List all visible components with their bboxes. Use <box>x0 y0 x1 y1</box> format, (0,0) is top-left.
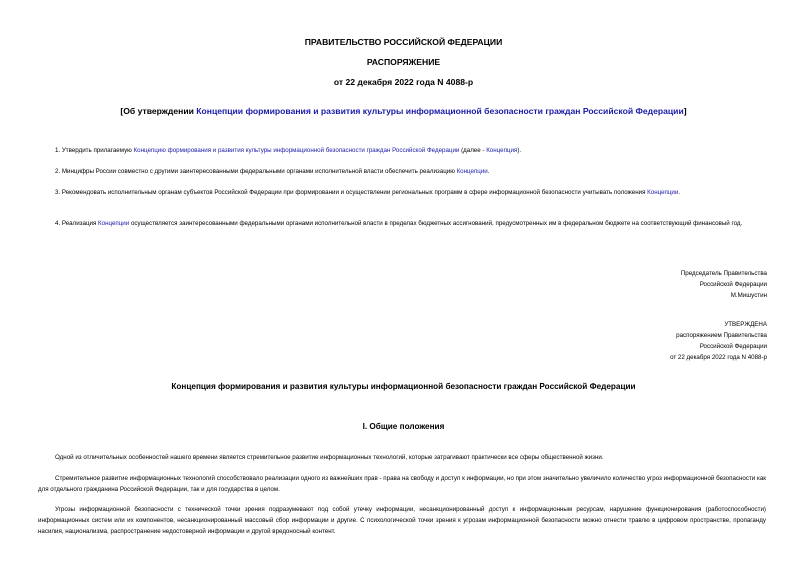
section-paragraph-1: Одной из отличительных особенностей нашего времени является стремительное развитие информационных технологий, которые затрагивают практически все сферы общественной жизни. <box>55 454 604 461</box>
concept-link[interactable]: Концепцию формирования и развития культуры информационной безопасности граждан Российской Федерации <box>133 147 460 154</box>
paragraph-4-text: 4. Реализация <box>55 220 99 227</box>
government-heading: ПРАВИТЕЛЬСТВО РОССИЙСКОЙ ФЕДЕРАЦИИ <box>304 37 503 47</box>
signature-position: Председатель Правительства <box>680 270 767 277</box>
paragraph-1 <box>38 145 766 156</box>
paragraph-1-text-2: (далее - <box>459 147 487 154</box>
section-paragraph-3: Угрозы информационной безопасности с технической точки зрения подразумевают под собой утечку информации, несанкционированный доступ к информационным ресурсам, нарушение функционирования (работоспособности) информационных систем или их компонентов, несанкционированный массовый сбор информации и другие. С психологической точки зрения к угрозам информационной безопасности можно отнести травлю в цифровом пространстве, пропаганду насилия, национализма, распространение недостоверной информации и другой вредоносный контент. <box>38 506 766 535</box>
paragraph-3 <box>38 187 766 198</box>
paragraph-4 <box>38 218 766 229</box>
concept-link[interactable]: Концепции <box>456 168 488 175</box>
concept-title: Концепция формирования и развития культуры информационной безопасности граждан Российской Федерации <box>171 382 636 391</box>
section-paragraph-2: Стремительное развитие информационных технологий способствовало реализации одного из важнейших прав - права на свободу и доступ к информации, но при этом значительно увеличило количество угроз информационной безопасности как для отдельного гражданина Российской Федерации, так и для государства в целом. <box>38 475 766 493</box>
approval-country: Российской Федерации <box>699 343 767 350</box>
section-heading: I. Общие положения <box>362 422 445 431</box>
paragraph-3-text: 3. Рекомендовать исполнительным органам субъектов Российской Федерации при формировании и осуществлении региональных программ в сфере информационной безопасности учитывать положения <box>55 189 648 196</box>
document-date-number: от 22 декабря 2022 года N 4088-р <box>333 77 474 87</box>
title-bracket-close: ] <box>683 106 687 116</box>
concept-short-link[interactable]: Концепция <box>486 147 518 154</box>
document-type-heading: РАСПОРЯЖЕНИЕ <box>366 57 441 67</box>
concept-link[interactable]: Концепции <box>647 189 679 196</box>
title-bracket-open: [Об утверждении <box>120 106 197 116</box>
approval-block <box>670 319 767 363</box>
approval-by: распоряжением Правительства <box>676 332 767 339</box>
paragraph-1-text: 1. Утвердить прилагаемую <box>55 147 134 154</box>
document-title <box>0 106 807 116</box>
paragraph-2-text: 2. Минцифры России совместно с другими заинтересованными федеральными органами исполнительной власти обеспечить реализацию <box>55 168 457 175</box>
approval-date: от 22 декабря 2022 года N 4088-р <box>670 354 767 361</box>
concept-title-link[interactable]: Концепции формирования и развития культуры информационной безопасности граждан Российской Федерации <box>196 106 684 116</box>
signature-name: М.Мишустин <box>730 292 767 299</box>
paragraph-4-text-2: осуществляется заинтересованными федеральными органами исполнительной власти в пределах бюджетных ассигнований, предусмотренных им в федеральном бюджете на соответствующий финансовый год. <box>129 220 743 227</box>
signature-block <box>681 268 767 301</box>
approval-stamp: УТВЕРЖДЕНА <box>724 321 767 328</box>
paragraph-1-text-3: ). <box>517 147 522 154</box>
paragraph-2-text-2: . <box>487 168 490 175</box>
paragraph-3-text-2: . <box>678 189 681 196</box>
paragraph-2 <box>38 166 766 177</box>
concept-link[interactable]: Концепции <box>98 220 130 227</box>
signature-country: Российской Федерации <box>699 281 767 288</box>
